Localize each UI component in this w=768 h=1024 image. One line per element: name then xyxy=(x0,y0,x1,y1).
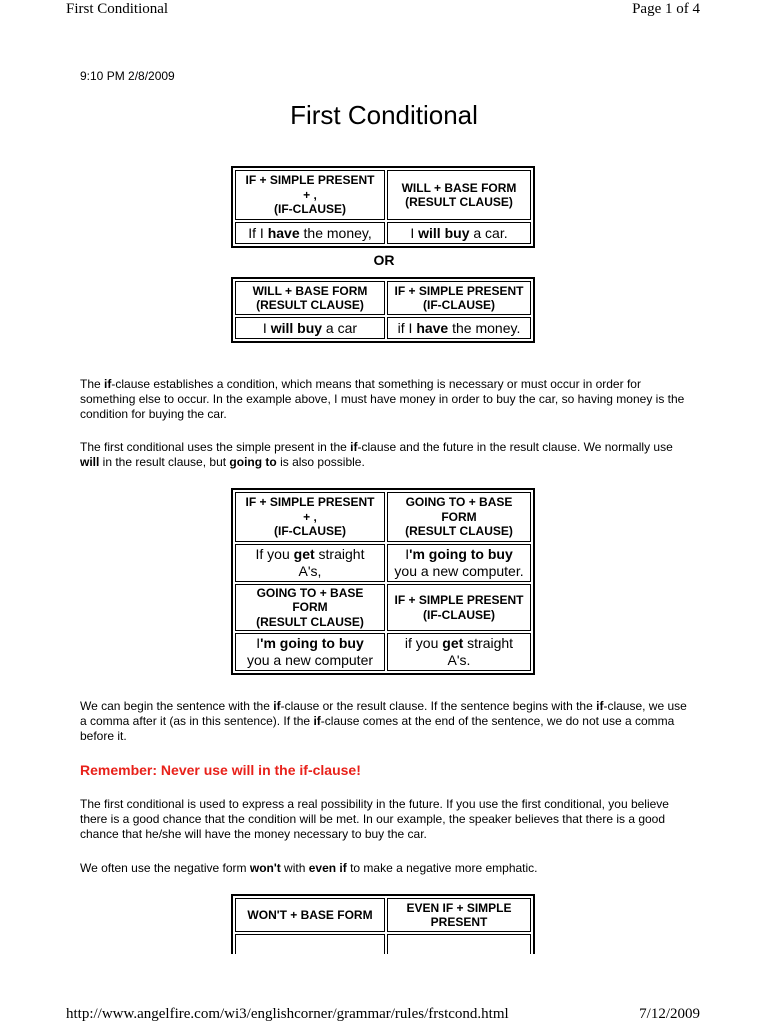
example-text: I xyxy=(256,635,261,652)
bold-term: if xyxy=(313,714,321,728)
example-text: if you xyxy=(404,635,443,652)
header-line: IF + SIMPLE PRESENT xyxy=(394,283,524,298)
bold-term: will xyxy=(80,455,100,469)
print-footer-date: 7/12/2009 xyxy=(639,1006,700,1022)
bold-term: going to xyxy=(229,455,277,469)
header-line: + , xyxy=(303,509,317,524)
text: -clause and the future in the result clause. We normally use xyxy=(357,440,673,454)
header-line: (RESULT CLAUSE) xyxy=(405,195,513,209)
header-line: (RESULT CLAUSE) xyxy=(405,524,513,539)
example-text: a car. xyxy=(469,224,508,241)
table2-example-result-clause xyxy=(235,317,385,339)
example-verb: 'm going to buy xyxy=(260,635,364,652)
header-line: GOING TO + BASE xyxy=(256,586,364,600)
table3-example-if-clause-2 xyxy=(387,633,531,671)
header-line: WILL + BASE FORM xyxy=(401,180,517,195)
conditional-table-4 xyxy=(231,894,535,954)
conditional-table-2 xyxy=(231,277,535,343)
header-line: WILL + BASE FORM xyxy=(252,283,368,298)
table3-example-result-clause-2 xyxy=(235,633,385,671)
table2-example-if-clause xyxy=(387,317,531,339)
text: We can begin the sentence with the xyxy=(80,699,274,713)
bold-term: if xyxy=(596,699,604,713)
bold-term: won't xyxy=(249,861,281,875)
table4-empty-cell xyxy=(387,934,531,954)
paragraph-comma-rule xyxy=(80,699,690,744)
table1-example-result-clause xyxy=(387,222,531,244)
header-line: GOING TO + BASE xyxy=(405,495,513,510)
table3-header-result-clause xyxy=(387,492,531,542)
header-line: + , xyxy=(303,187,317,202)
example-text: I xyxy=(410,224,419,241)
header-line: (IF-CLAUSE) xyxy=(423,607,495,622)
text: -clause, we use a comma after it (as in this sentence). If the xyxy=(80,699,687,728)
example-verb: have xyxy=(267,224,300,241)
header-line: (IF-CLAUSE) xyxy=(274,202,346,217)
table1-header-result-clause xyxy=(387,170,531,220)
bold-term: even if xyxy=(308,861,347,875)
timestamp: 9:10 PM 2/8/2009 xyxy=(80,69,175,83)
table4-header-even-if xyxy=(387,898,531,932)
example-text: a car xyxy=(322,319,358,336)
example-text: A's. xyxy=(447,652,471,669)
example-verb: will buy xyxy=(270,319,323,336)
text: in the result clause, but xyxy=(99,455,230,469)
conditional-table-3 xyxy=(231,488,535,675)
example-text: If I xyxy=(248,224,268,241)
header-line: IF + SIMPLE PRESENT xyxy=(394,593,524,608)
example-text: straight xyxy=(314,546,365,563)
table1-example-if-clause xyxy=(235,222,385,244)
table3-header-result-clause-2 xyxy=(235,584,385,631)
table1-header-if-clause xyxy=(235,170,385,220)
header-line: (IF-CLAUSE) xyxy=(274,524,346,539)
header-line: IF + SIMPLE PRESENT xyxy=(245,495,375,510)
example-verb: 'm going to buy xyxy=(409,546,513,563)
text: with xyxy=(280,861,309,875)
print-header-page-number: Page 1 of 4 xyxy=(632,1,700,17)
table4-empty-cell xyxy=(235,934,385,954)
text: We often use the negative form xyxy=(80,861,250,875)
header-line: EVEN IF + SIMPLE xyxy=(406,900,512,915)
table3-header-if-clause-2 xyxy=(387,584,531,631)
table2-header-if-clause xyxy=(387,281,531,315)
example-text: if I xyxy=(397,319,417,336)
text: is also possible. xyxy=(276,455,365,469)
table3-header-if-clause xyxy=(235,492,385,542)
example-text: the money, xyxy=(299,224,372,241)
table2-header-result-clause xyxy=(235,281,385,315)
table4-clip xyxy=(231,894,539,954)
table3-example-if-clause xyxy=(235,544,385,582)
paragraph-if-clause-condition xyxy=(80,377,690,422)
remember-note: Remember: Never use will in the if-clause! xyxy=(80,762,361,778)
text: -clause establishes a condition, which means that something is necessary or must occur in order for something else to occur. In the example above, I must have money in order to buy the car, so having money is the condition for buying the car. xyxy=(80,377,685,421)
table4-header-wont: WON'T + BASE FORM xyxy=(235,898,385,932)
paragraph-negative-form xyxy=(80,861,690,876)
text: The xyxy=(80,377,105,391)
paragraph-real-possibility: The first conditional is used to express a real possibility in the future. If you use the first conditional, you believe there is a good chance that the condition will be met. In our example, the speaker believes that there is a good chance that he/she will have the money necessary to buy the car. xyxy=(80,797,669,841)
header-line: FORM xyxy=(441,509,477,524)
header-line: PRESENT xyxy=(430,915,488,929)
paragraph-tenses xyxy=(80,440,690,470)
table3-example-result-clause xyxy=(387,544,531,582)
example-verb: get xyxy=(442,635,464,652)
example-verb: have xyxy=(416,319,449,336)
text: The first conditional uses the simple present in the xyxy=(80,440,351,454)
bold-term: if xyxy=(350,440,358,454)
page-title: First Conditional xyxy=(290,100,478,130)
header-line: (RESULT CLAUSE) xyxy=(256,298,364,312)
print-footer-url: http://www.angelfire.com/wi3/englishcorner/grammar/rules/frstcond.html xyxy=(66,1006,509,1022)
text: -clause comes at the end of the sentence, we do not use a comma before it. xyxy=(80,714,675,743)
header-line: (IF-CLAUSE) xyxy=(423,298,495,312)
text: to make a negative more emphatic. xyxy=(346,861,538,875)
or-separator: OR xyxy=(373,252,395,268)
example-text: I xyxy=(262,319,271,336)
example-text: you a new computer. xyxy=(394,563,524,579)
example-text: straight xyxy=(463,635,514,652)
conditional-table-1 xyxy=(231,166,535,248)
header-line: FORM xyxy=(292,600,328,615)
header-line: IF + SIMPLE PRESENT xyxy=(245,173,375,188)
bold-term: if xyxy=(273,699,281,713)
print-header-title: First Conditional xyxy=(66,1,169,17)
example-text: If you xyxy=(255,546,294,563)
example-text: I xyxy=(405,546,410,563)
example-text: A's, xyxy=(298,563,322,579)
bold-term: if xyxy=(104,377,112,391)
text: -clause or the result clause. If the sentence begins with the xyxy=(280,699,597,713)
header-line: (RESULT CLAUSE) xyxy=(256,614,364,629)
example-verb: get xyxy=(293,546,315,563)
example-text: you a new computer xyxy=(246,652,374,669)
example-text: the money. xyxy=(448,319,521,336)
example-verb: will buy xyxy=(418,224,470,241)
